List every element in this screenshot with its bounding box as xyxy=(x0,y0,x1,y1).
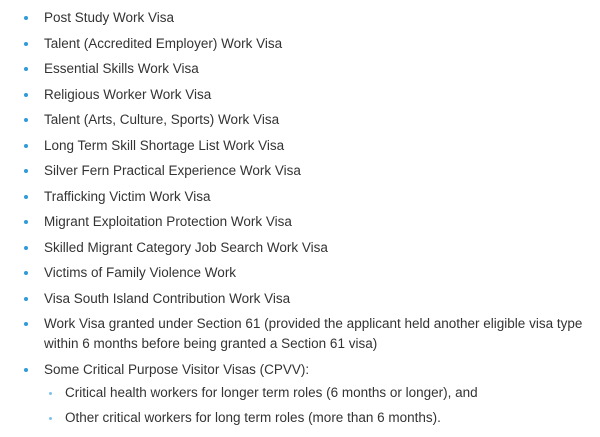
bullet-icon xyxy=(24,118,28,122)
list-item-cpvv xyxy=(0,360,600,428)
sub-list-item-label: Other critical workers for long term roles (more than 6 months). xyxy=(65,409,441,425)
list-item xyxy=(0,289,600,309)
list-item-label: Visa South Island Contribution Work Visa xyxy=(44,290,291,306)
list-item xyxy=(0,212,600,232)
bullet-icon xyxy=(24,368,28,372)
sub-list-item-label: Critical health workers for longer term roles (6 months or longer), and xyxy=(65,384,478,400)
list-item-label: Long Term Skill Shortage List Work Visa xyxy=(44,137,285,153)
list-item-label: Essential Skills Work Visa xyxy=(44,61,199,76)
list-item xyxy=(0,110,600,130)
list-item-label: Talent (Arts, Culture, Sports) Work Visa xyxy=(44,112,280,127)
list-item xyxy=(0,263,600,283)
list-item xyxy=(0,59,600,79)
bullet-icon xyxy=(24,195,28,199)
bullet-icon xyxy=(24,67,28,71)
list-item-label: Victims of Family Violence Work xyxy=(44,265,237,280)
bullet-icon xyxy=(24,271,28,275)
bullet-icon xyxy=(24,16,28,20)
list-item xyxy=(0,136,600,156)
sub-list-item xyxy=(44,383,600,403)
bullet-icon xyxy=(24,297,28,301)
list-item-label: Religious Worker Work Visa xyxy=(44,86,212,102)
visa-eligibility-list xyxy=(0,8,600,433)
list-item-label: Migrant Exploitation Protection Work Visa xyxy=(44,214,292,229)
list-item xyxy=(0,161,600,181)
list-item-label: Trafficking Victim Work Visa xyxy=(44,188,211,204)
list-item-label: Talent (Accredited Employer) Work Visa xyxy=(44,35,283,51)
list-item-label: Work Visa granted under Section 61 (provided the applicant held another eligible visa type within 6 months before being granted a Section 61 visa) xyxy=(44,316,583,351)
bullet-icon xyxy=(24,93,28,97)
list-item xyxy=(0,238,600,258)
bullet-icon xyxy=(24,169,28,173)
list-item-label: Post Study Work Visa xyxy=(44,10,175,25)
list-item xyxy=(0,85,600,105)
list-item-label: Some Critical Purpose Visitor Visas (CPVV): xyxy=(44,361,310,377)
list-item xyxy=(0,187,600,207)
sub-list-item xyxy=(44,408,600,428)
bullet-icon xyxy=(24,220,28,224)
cpvv-sub-list xyxy=(44,383,600,428)
list-item-label: Skilled Migrant Category Job Search Work Visa xyxy=(44,239,328,255)
bullet-icon xyxy=(24,42,28,46)
list-item xyxy=(0,314,600,354)
sub-bullet-icon xyxy=(49,392,52,395)
bullet-icon xyxy=(24,322,28,326)
bullet-icon xyxy=(24,144,28,148)
bullet-icon xyxy=(24,246,28,250)
list-item xyxy=(0,34,600,54)
list-item xyxy=(0,8,600,28)
list-item-label: Silver Fern Practical Experience Work Visa xyxy=(44,163,301,178)
sub-bullet-icon xyxy=(49,417,52,420)
